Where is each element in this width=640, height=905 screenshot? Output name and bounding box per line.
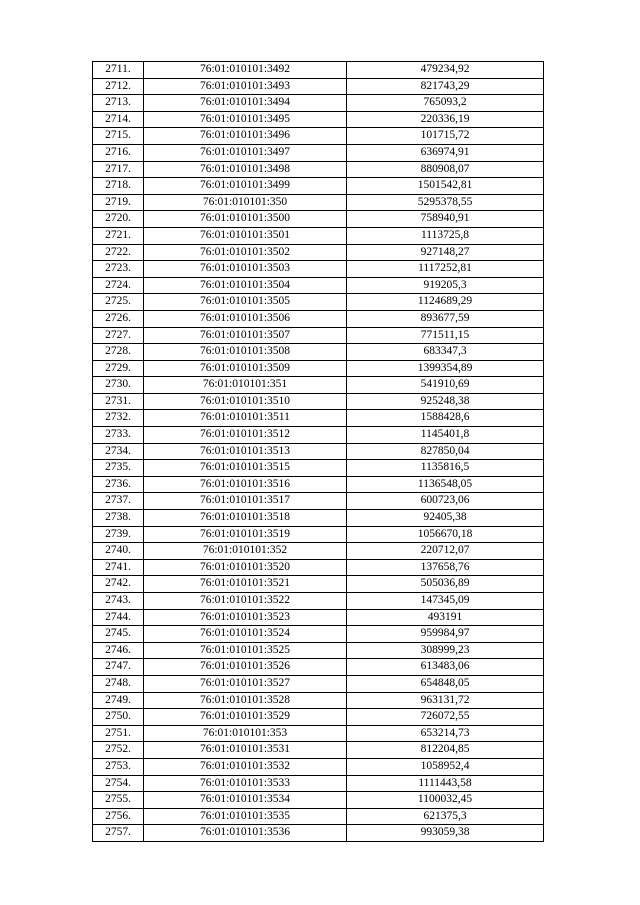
- row-number-cell: 2744.: [93, 609, 144, 626]
- cadastral-number-cell: 76:01:010101:3511: [144, 410, 347, 427]
- row-number-cell: 2718.: [93, 178, 144, 195]
- table-row: [93, 211, 544, 228]
- table-row: [93, 692, 544, 709]
- cadastral-number-cell: 76:01:010101:3518: [144, 510, 347, 527]
- cadastral-value-cell: 5295378,55: [347, 194, 544, 211]
- cadastral-value-cell: 771511,15: [347, 327, 544, 344]
- table-row: [93, 526, 544, 543]
- table-row: [93, 427, 544, 444]
- table-row: [93, 559, 544, 576]
- cadastral-number-cell: 76:01:010101:3521: [144, 576, 347, 593]
- table-row: [93, 725, 544, 742]
- row-number-cell: 2721.: [93, 227, 144, 244]
- cadastral-number-cell: 76:01:010101:3498: [144, 161, 347, 178]
- table-row: [93, 493, 544, 510]
- cadastral-number-cell: 76:01:010101:353: [144, 725, 347, 742]
- table-row: [93, 78, 544, 95]
- cadastral-value-cell: 993059,38: [347, 825, 544, 842]
- cadastral-number-cell: 76:01:010101:3492: [144, 62, 347, 79]
- table-row: [93, 758, 544, 775]
- cadastral-number-cell: 76:01:010101:3512: [144, 427, 347, 444]
- cadastral-number-cell: 76:01:010101:351: [144, 377, 347, 394]
- row-number-cell: 2725.: [93, 294, 144, 311]
- row-number-cell: 2736.: [93, 476, 144, 493]
- cadastral-value-cell: 137658,76: [347, 559, 544, 576]
- row-number-cell: 2747.: [93, 659, 144, 676]
- cadastral-value-cell: 1113725,8: [347, 227, 544, 244]
- cadastral-value-cell: 765093,2: [347, 95, 544, 112]
- table-row: [93, 543, 544, 560]
- table-row: [93, 576, 544, 593]
- cadastral-number-cell: 76:01:010101:3495: [144, 111, 347, 128]
- cadastral-value-cell: 927148,27: [347, 244, 544, 261]
- cadastral-number-cell: 76:01:010101:3496: [144, 128, 347, 145]
- table-row: [93, 178, 544, 195]
- table-row: [93, 825, 544, 842]
- table-row: [93, 261, 544, 278]
- row-number-cell: 2738.: [93, 510, 144, 527]
- cadastral-number-cell: 76:01:010101:3501: [144, 227, 347, 244]
- cadastral-value-cell: 726072,55: [347, 709, 544, 726]
- row-number-cell: 2723.: [93, 261, 144, 278]
- cadastral-number-cell: 76:01:010101:3497: [144, 144, 347, 161]
- row-number-cell: 2716.: [93, 144, 144, 161]
- row-number-cell: 2755.: [93, 792, 144, 809]
- table-row: [93, 626, 544, 643]
- cadastral-value-cell: 541910,69: [347, 377, 544, 394]
- row-number-cell: 2728.: [93, 344, 144, 361]
- table-row: [93, 593, 544, 610]
- table-row: [93, 476, 544, 493]
- table-row: [93, 510, 544, 527]
- cadastral-number-cell: 76:01:010101:3519: [144, 526, 347, 543]
- cadastral-value-cell: 919205,3: [347, 277, 544, 294]
- table-row: [93, 460, 544, 477]
- cadastral-value-cell: 493191: [347, 609, 544, 626]
- cadastral-value-cell: 1501542,81: [347, 178, 544, 195]
- table-row: [93, 675, 544, 692]
- cadastral-number-cell: 76:01:010101:3503: [144, 261, 347, 278]
- cadastral-value-cell: 1145401,8: [347, 427, 544, 444]
- cadastral-number-cell: 76:01:010101:3523: [144, 609, 347, 626]
- row-number-cell: 2756.: [93, 808, 144, 825]
- cadastral-value-cell: 220712,07: [347, 543, 544, 560]
- cadastral-number-cell: 76:01:010101:3529: [144, 709, 347, 726]
- cadastral-value-cell: 1135816,5: [347, 460, 544, 477]
- table-row: [93, 792, 544, 809]
- table-row: [93, 310, 544, 327]
- cadastral-value-cell: 1056670,18: [347, 526, 544, 543]
- row-number-cell: 2754.: [93, 775, 144, 792]
- cadastral-number-cell: 76:01:010101:3494: [144, 95, 347, 112]
- cadastral-number-cell: 76:01:010101:3517: [144, 493, 347, 510]
- cadastral-value-table: [92, 61, 544, 842]
- table-row: [93, 443, 544, 460]
- row-number-cell: 2711.: [93, 62, 144, 79]
- cadastral-number-cell: 76:01:010101:3535: [144, 808, 347, 825]
- cadastral-number-cell: 76:01:010101:352: [144, 543, 347, 560]
- table-row: [93, 742, 544, 759]
- cadastral-value-cell: 1117252,81: [347, 261, 544, 278]
- row-number-cell: 2734.: [93, 443, 144, 460]
- table-row: [93, 775, 544, 792]
- cadastral-value-cell: 220336,19: [347, 111, 544, 128]
- cadastral-number-cell: 76:01:010101:3531: [144, 742, 347, 759]
- cadastral-value-cell: 600723,06: [347, 493, 544, 510]
- row-number-cell: 2751.: [93, 725, 144, 742]
- row-number-cell: 2726.: [93, 310, 144, 327]
- cadastral-value-cell: 653214,73: [347, 725, 544, 742]
- table-row: [93, 128, 544, 145]
- cadastral-value-cell: 479234,92: [347, 62, 544, 79]
- cadastral-number-cell: 76:01:010101:350: [144, 194, 347, 211]
- table-body: [93, 62, 544, 842]
- table-row: [93, 642, 544, 659]
- cadastral-number-cell: 76:01:010101:3515: [144, 460, 347, 477]
- cadastral-number-cell: 76:01:010101:3500: [144, 211, 347, 228]
- row-number-cell: 2733.: [93, 427, 144, 444]
- table-row: [93, 327, 544, 344]
- cadastral-number-cell: 76:01:010101:3527: [144, 675, 347, 692]
- cadastral-number-cell: 76:01:010101:3509: [144, 360, 347, 377]
- row-number-cell: 2749.: [93, 692, 144, 709]
- cadastral-value-cell: 654848,05: [347, 675, 544, 692]
- cadastral-value-cell: 613483,06: [347, 659, 544, 676]
- row-number-cell: 2717.: [93, 161, 144, 178]
- table-row: [93, 377, 544, 394]
- row-number-cell: 2742.: [93, 576, 144, 593]
- cadastral-number-cell: 76:01:010101:3506: [144, 310, 347, 327]
- cadastral-value-cell: 1058952,4: [347, 758, 544, 775]
- cadastral-number-cell: 76:01:010101:3520: [144, 559, 347, 576]
- cadastral-number-cell: 76:01:010101:3528: [144, 692, 347, 709]
- table-row: [93, 95, 544, 112]
- cadastral-number-cell: 76:01:010101:3505: [144, 294, 347, 311]
- table-row: [93, 360, 544, 377]
- cadastral-value-cell: 893677,59: [347, 310, 544, 327]
- row-number-cell: 2753.: [93, 758, 144, 775]
- table-row: [93, 659, 544, 676]
- row-number-cell: 2745.: [93, 626, 144, 643]
- row-number-cell: 2740.: [93, 543, 144, 560]
- cadastral-number-cell: 76:01:010101:3508: [144, 344, 347, 361]
- cadastral-value-cell: 758940,91: [347, 211, 544, 228]
- table-row: [93, 709, 544, 726]
- row-number-cell: 2713.: [93, 95, 144, 112]
- cadastral-value-cell: 821743,29: [347, 78, 544, 95]
- cadastral-number-cell: 76:01:010101:3516: [144, 476, 347, 493]
- table-row: [93, 194, 544, 211]
- row-number-cell: 2729.: [93, 360, 144, 377]
- cadastral-number-cell: 76:01:010101:3499: [144, 178, 347, 195]
- cadastral-number-cell: 76:01:010101:3507: [144, 327, 347, 344]
- row-number-cell: 2739.: [93, 526, 144, 543]
- cadastral-value-cell: 1111443,58: [347, 775, 544, 792]
- table-row: [93, 609, 544, 626]
- row-number-cell: 2735.: [93, 460, 144, 477]
- cadastral-value-cell: 880908,07: [347, 161, 544, 178]
- cadastral-value-cell: 683347,3: [347, 344, 544, 361]
- table-row: [93, 808, 544, 825]
- cadastral-value-cell: 505036,89: [347, 576, 544, 593]
- table-row: [93, 62, 544, 79]
- cadastral-value-cell: 827850,04: [347, 443, 544, 460]
- cadastral-value-cell: 959984,97: [347, 626, 544, 643]
- row-number-cell: 2724.: [93, 277, 144, 294]
- row-number-cell: 2750.: [93, 709, 144, 726]
- cadastral-number-cell: 76:01:010101:3534: [144, 792, 347, 809]
- cadastral-value-cell: 1399354,89: [347, 360, 544, 377]
- cadastral-number-cell: 76:01:010101:3513: [144, 443, 347, 460]
- cadastral-number-cell: 76:01:010101:3526: [144, 659, 347, 676]
- cadastral-value-cell: 1136548,05: [347, 476, 544, 493]
- cadastral-value-cell: 1588428,6: [347, 410, 544, 427]
- cadastral-value-cell: 101715,72: [347, 128, 544, 145]
- cadastral-number-cell: 76:01:010101:3524: [144, 626, 347, 643]
- row-number-cell: 2720.: [93, 211, 144, 228]
- cadastral-value-cell: 92405,38: [347, 510, 544, 527]
- row-number-cell: 2722.: [93, 244, 144, 261]
- row-number-cell: 2748.: [93, 675, 144, 692]
- cadastral-value-cell: 621375,3: [347, 808, 544, 825]
- cadastral-value-cell: 636974,91: [347, 144, 544, 161]
- row-number-cell: 2757.: [93, 825, 144, 842]
- cadastral-number-cell: 76:01:010101:3532: [144, 758, 347, 775]
- row-number-cell: 2727.: [93, 327, 144, 344]
- cadastral-value-cell: 1124689,29: [347, 294, 544, 311]
- table-row: [93, 111, 544, 128]
- table-row: [93, 161, 544, 178]
- row-number-cell: 2741.: [93, 559, 144, 576]
- cadastral-number-cell: 76:01:010101:3536: [144, 825, 347, 842]
- cadastral-value-cell: 1100032,45: [347, 792, 544, 809]
- cadastral-number-cell: 76:01:010101:3533: [144, 775, 347, 792]
- cadastral-value-cell: 812204,85: [347, 742, 544, 759]
- row-number-cell: 2737.: [93, 493, 144, 510]
- table-row: [93, 244, 544, 261]
- cadastral-number-cell: 76:01:010101:3502: [144, 244, 347, 261]
- cadastral-value-cell: 308999,23: [347, 642, 544, 659]
- table-row: [93, 144, 544, 161]
- row-number-cell: 2743.: [93, 593, 144, 610]
- row-number-cell: 2730.: [93, 377, 144, 394]
- row-number-cell: 2731.: [93, 393, 144, 410]
- table-row: [93, 277, 544, 294]
- table-row: [93, 344, 544, 361]
- row-number-cell: 2712.: [93, 78, 144, 95]
- table-row: [93, 410, 544, 427]
- cadastral-value-cell: 963131,72: [347, 692, 544, 709]
- cadastral-number-cell: 76:01:010101:3510: [144, 393, 347, 410]
- cadastral-number-cell: 76:01:010101:3525: [144, 642, 347, 659]
- row-number-cell: 2719.: [93, 194, 144, 211]
- cadastral-number-cell: 76:01:010101:3493: [144, 78, 347, 95]
- row-number-cell: 2714.: [93, 111, 144, 128]
- row-number-cell: 2732.: [93, 410, 144, 427]
- cadastral-value-cell: 925248,38: [347, 393, 544, 410]
- row-number-cell: 2746.: [93, 642, 144, 659]
- table-row: [93, 227, 544, 244]
- table-row: [93, 393, 544, 410]
- row-number-cell: 2752.: [93, 742, 144, 759]
- cadastral-number-cell: 76:01:010101:3522: [144, 593, 347, 610]
- cadastral-value-cell: 147345,09: [347, 593, 544, 610]
- table-row: [93, 294, 544, 311]
- row-number-cell: 2715.: [93, 128, 144, 145]
- cadastral-number-cell: 76:01:010101:3504: [144, 277, 347, 294]
